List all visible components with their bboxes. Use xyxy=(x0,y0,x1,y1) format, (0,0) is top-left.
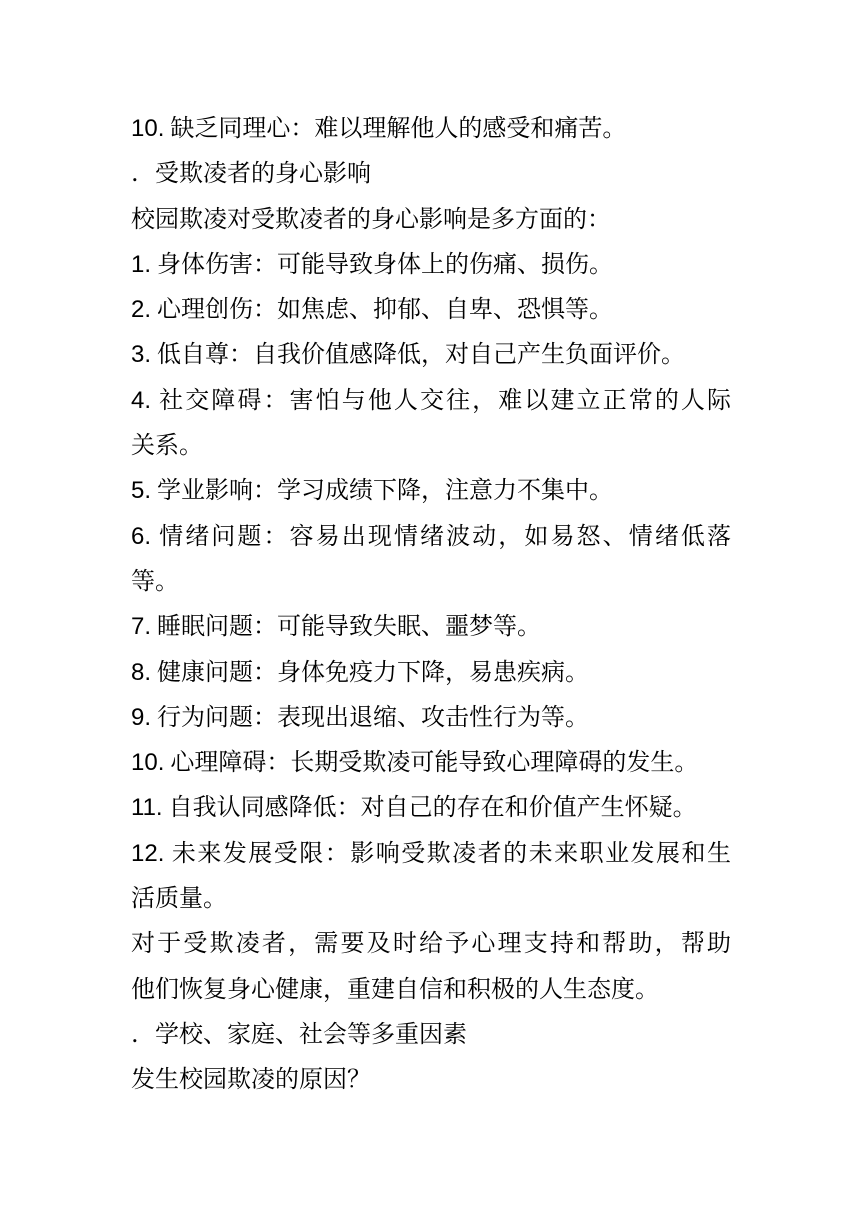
section-heading xyxy=(131,151,731,196)
list-text: 社交障碍：害怕与他人交往，难以建立正常的人际 xyxy=(157,385,731,414)
list-number: 2. xyxy=(131,296,152,324)
list-text: 行为问题：表现出退缩、攻击性行为等。 xyxy=(157,702,590,731)
list-number: 12. xyxy=(131,839,165,867)
paragraph: 发生校园欺凌的原因？ xyxy=(131,1065,371,1094)
list-item xyxy=(131,695,731,740)
heading-text: 受欺凌者的身心影响 xyxy=(155,159,371,188)
list-item xyxy=(131,378,731,423)
paragraph-continuation: 他们恢复身心健康，重建自信和积极的人生态度。 xyxy=(131,974,659,1003)
list-number: 10. xyxy=(131,115,165,142)
list-item xyxy=(131,332,731,377)
list-number: 11. xyxy=(131,794,163,822)
list-text: 心理障碍：长期受欺凌可能导致心理障碍的发生。 xyxy=(170,748,699,777)
list-text: 情绪问题：容易出现情绪波动，如易怒、情绪低落 xyxy=(157,521,731,550)
document-page xyxy=(131,106,731,1103)
list-item xyxy=(131,106,731,151)
list-text: 心理创伤：如焦虑、抑郁、自卑、恐惧等。 xyxy=(157,295,614,324)
list-number: 10. xyxy=(131,749,165,777)
list-number: 4. xyxy=(131,386,152,414)
list-item xyxy=(131,242,731,287)
list-text: 缺乏同理心：难以理解他人的感受和痛苦。 xyxy=(170,114,627,142)
heading-text: 学校、家庭、社会等多重因素 xyxy=(155,1019,467,1048)
list-item xyxy=(131,287,731,332)
list-text: 健康问题：身体免疫力下降，易患疾病。 xyxy=(157,657,590,686)
list-item xyxy=(131,831,731,876)
list-item xyxy=(131,514,731,559)
list-text: 自我认同感降低：对自己的存在和价值产生怀疑。 xyxy=(168,793,697,822)
list-item xyxy=(131,650,731,695)
list-text: 学业影响：学习成绩下降，注意力不集中。 xyxy=(157,476,614,505)
list-text: 睡眠问题：可能导致失眠、噩梦等。 xyxy=(157,612,542,641)
list-number: 7. xyxy=(131,613,152,641)
paragraph: 校园欺凌对受欺凌者的身心影响是多方面的： xyxy=(131,204,611,233)
list-number: 6. xyxy=(131,522,152,550)
list-text: 未来发展受限：影响受欺凌者的未来职业发展和生 xyxy=(170,838,731,867)
list-item xyxy=(131,740,731,785)
list-text: 低自尊：自我价值感降低，对自己产生负面评价。 xyxy=(157,340,686,369)
list-number: 1. xyxy=(131,250,152,278)
paragraph: 对于受欺凌者，需要及时给予心理支持和帮助，帮助 xyxy=(131,929,731,958)
heading-bullet: . xyxy=(131,1019,139,1048)
list-item-continuation: 活质量。 xyxy=(131,884,227,913)
list-item-continuation: 等。 xyxy=(131,566,179,595)
list-item xyxy=(131,468,731,513)
list-number: 8. xyxy=(131,658,152,686)
list-item xyxy=(131,604,731,649)
list-number: 5. xyxy=(131,477,152,505)
list-text: 身体伤害：可能导致身体上的伤痛、损伤。 xyxy=(157,249,614,278)
section-heading xyxy=(131,1012,731,1057)
list-number: 9. xyxy=(131,703,152,731)
list-item xyxy=(131,785,731,830)
list-number: 3. xyxy=(131,341,152,369)
list-item-continuation: 关系。 xyxy=(131,431,203,460)
heading-bullet: . xyxy=(131,159,139,188)
